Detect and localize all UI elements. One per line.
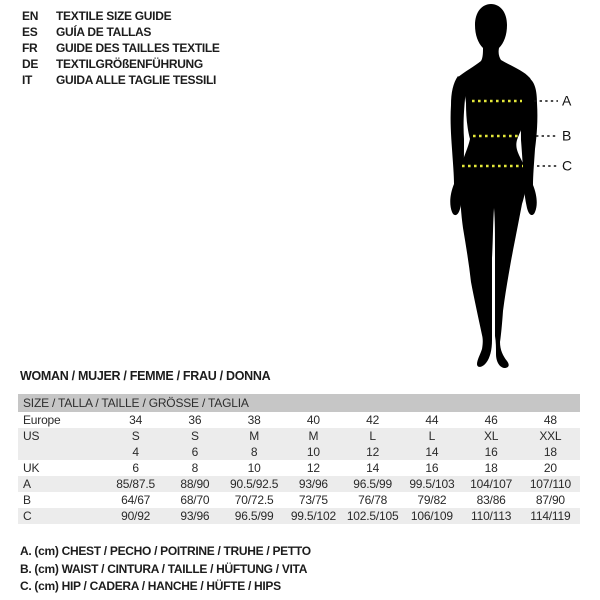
- language-row: [22, 24, 220, 40]
- size-cell: 88/90: [180, 477, 210, 491]
- marker-b-label: B: [562, 127, 572, 144]
- woman-silhouette-graphic: [400, 0, 600, 375]
- language-label: GUIDE DES TAILLES TEXTILE: [56, 41, 220, 55]
- language-label: TEXTILGRÖßENFÜHRUNG: [56, 57, 203, 71]
- size-cell: 90.5/92.5: [230, 477, 279, 491]
- table-row: [18, 492, 580, 508]
- size-cell: 36: [188, 413, 202, 427]
- size-cell: 93/96: [180, 509, 210, 523]
- size-cell: M: [249, 429, 260, 443]
- row-label: [18, 444, 106, 460]
- size-cell: S: [131, 429, 140, 443]
- row-label: US: [23, 429, 40, 443]
- size-cell: 34: [129, 413, 143, 427]
- size-cell: 12: [306, 461, 320, 475]
- size-cell: M: [308, 429, 319, 443]
- section-title: WOMAN / MUJER / FEMME / FRAU / DONNA: [20, 369, 271, 383]
- legend-line: A. (cm) CHEST / PECHO / POITRINE / TRUHE / PETTO: [20, 544, 311, 558]
- size-cell: 107/110: [529, 477, 571, 491]
- table-row: [18, 508, 580, 524]
- size-cell: 8: [250, 445, 258, 459]
- row-label: C: [23, 509, 32, 523]
- size-cell: 76/78: [358, 493, 388, 507]
- size-cell: 64/67: [121, 493, 151, 507]
- size-cell: 38: [247, 413, 261, 427]
- size-cell: 18: [543, 445, 557, 459]
- size-cell: 104/107: [470, 477, 513, 491]
- size-cell: 10: [306, 445, 320, 459]
- size-cell: 6: [191, 445, 199, 459]
- table-row: [18, 428, 580, 444]
- size-cell: L: [428, 429, 436, 443]
- size-cell: 85/87.5: [116, 477, 155, 491]
- size-cell: 68/70: [180, 493, 210, 507]
- language-code: DE: [22, 57, 39, 71]
- size-cell: 46: [484, 413, 498, 427]
- size-cell: L: [369, 429, 376, 443]
- size-cell: 87/90: [535, 493, 565, 507]
- size-cell: 6: [132, 461, 139, 475]
- row-label: A: [23, 477, 31, 491]
- language-row: [22, 56, 220, 72]
- size-cell: 70/72.5: [234, 493, 274, 507]
- language-row: [22, 72, 220, 88]
- size-table-header: SIZE / TALLA / TAILLE / GRÖSSE / TAGLIA: [18, 394, 580, 412]
- measurement-legend: [20, 543, 311, 596]
- size-cell: XL: [483, 429, 499, 443]
- size-cell: 73/75: [298, 493, 328, 507]
- table-row: [18, 460, 580, 476]
- table-row: [18, 476, 580, 492]
- language-list: [22, 8, 220, 88]
- size-cell: 20: [543, 461, 557, 475]
- legend-line: B. (cm) WAIST / CINTURA / TAILLE / HÜFTUNG / VITA: [20, 561, 308, 576]
- row-label: Europe: [23, 413, 61, 427]
- size-cell: 102.5/105: [346, 509, 399, 523]
- size-cell: 48: [543, 413, 557, 427]
- legend-line: C. (cm) HIP / CADERA / HANCHE / HÜFTE / HIPS: [20, 579, 281, 593]
- language-code: ES: [22, 25, 38, 39]
- size-cell: 18: [484, 461, 498, 475]
- size-cell: 14: [425, 445, 439, 459]
- language-code: IT: [22, 73, 33, 87]
- size-cell: 83/86: [476, 493, 506, 507]
- table-row: [18, 412, 580, 428]
- size-cell: 16: [484, 445, 498, 459]
- size-cell: 93/96: [298, 477, 328, 491]
- size-cell: 106/109: [410, 509, 453, 523]
- woman-silhouette: [457, 4, 532, 368]
- size-cell: 14: [366, 461, 380, 475]
- size-cell: 99.5/102: [290, 509, 336, 523]
- row-label: UK: [23, 461, 40, 475]
- language-label: GUÍA DE TALLAS: [56, 25, 152, 39]
- size-cell: 99.5/103: [409, 477, 455, 491]
- language-label: GUIDA ALLE TAGLIE TESSILI: [56, 73, 217, 87]
- size-cell: 110/113: [471, 509, 512, 523]
- size-table-body: [18, 412, 580, 524]
- size-cell: 96.5/99: [234, 509, 274, 523]
- language-row: [22, 8, 220, 24]
- size-cell: 8: [191, 461, 199, 475]
- size-cell: XXL: [539, 429, 562, 443]
- size-cell: 10: [247, 461, 261, 475]
- size-table: [18, 394, 580, 524]
- language-code: EN: [22, 9, 39, 23]
- size-cell: S: [190, 429, 199, 443]
- size-cell: 90/92: [121, 509, 151, 523]
- size-cell: 79/82: [417, 493, 447, 507]
- marker-a-label: A: [562, 92, 572, 109]
- marker-c-label: C: [562, 157, 573, 174]
- table-row: [18, 444, 580, 460]
- size-cell: 4: [132, 445, 139, 459]
- language-label: TEXTILE SIZE GUIDE: [56, 9, 172, 23]
- size-cell: 40: [306, 413, 320, 427]
- size-cell: 44: [425, 413, 439, 427]
- size-cell: 12: [366, 445, 380, 459]
- size-cell: 114/119: [530, 509, 571, 523]
- size-cell: 42: [366, 413, 380, 427]
- language-row: [22, 40, 220, 56]
- figure: [400, 0, 600, 375]
- size-cell: 16: [425, 461, 439, 475]
- row-label: B: [23, 493, 31, 507]
- language-code: FR: [22, 41, 38, 55]
- size-cell: 96.5/99: [353, 477, 392, 491]
